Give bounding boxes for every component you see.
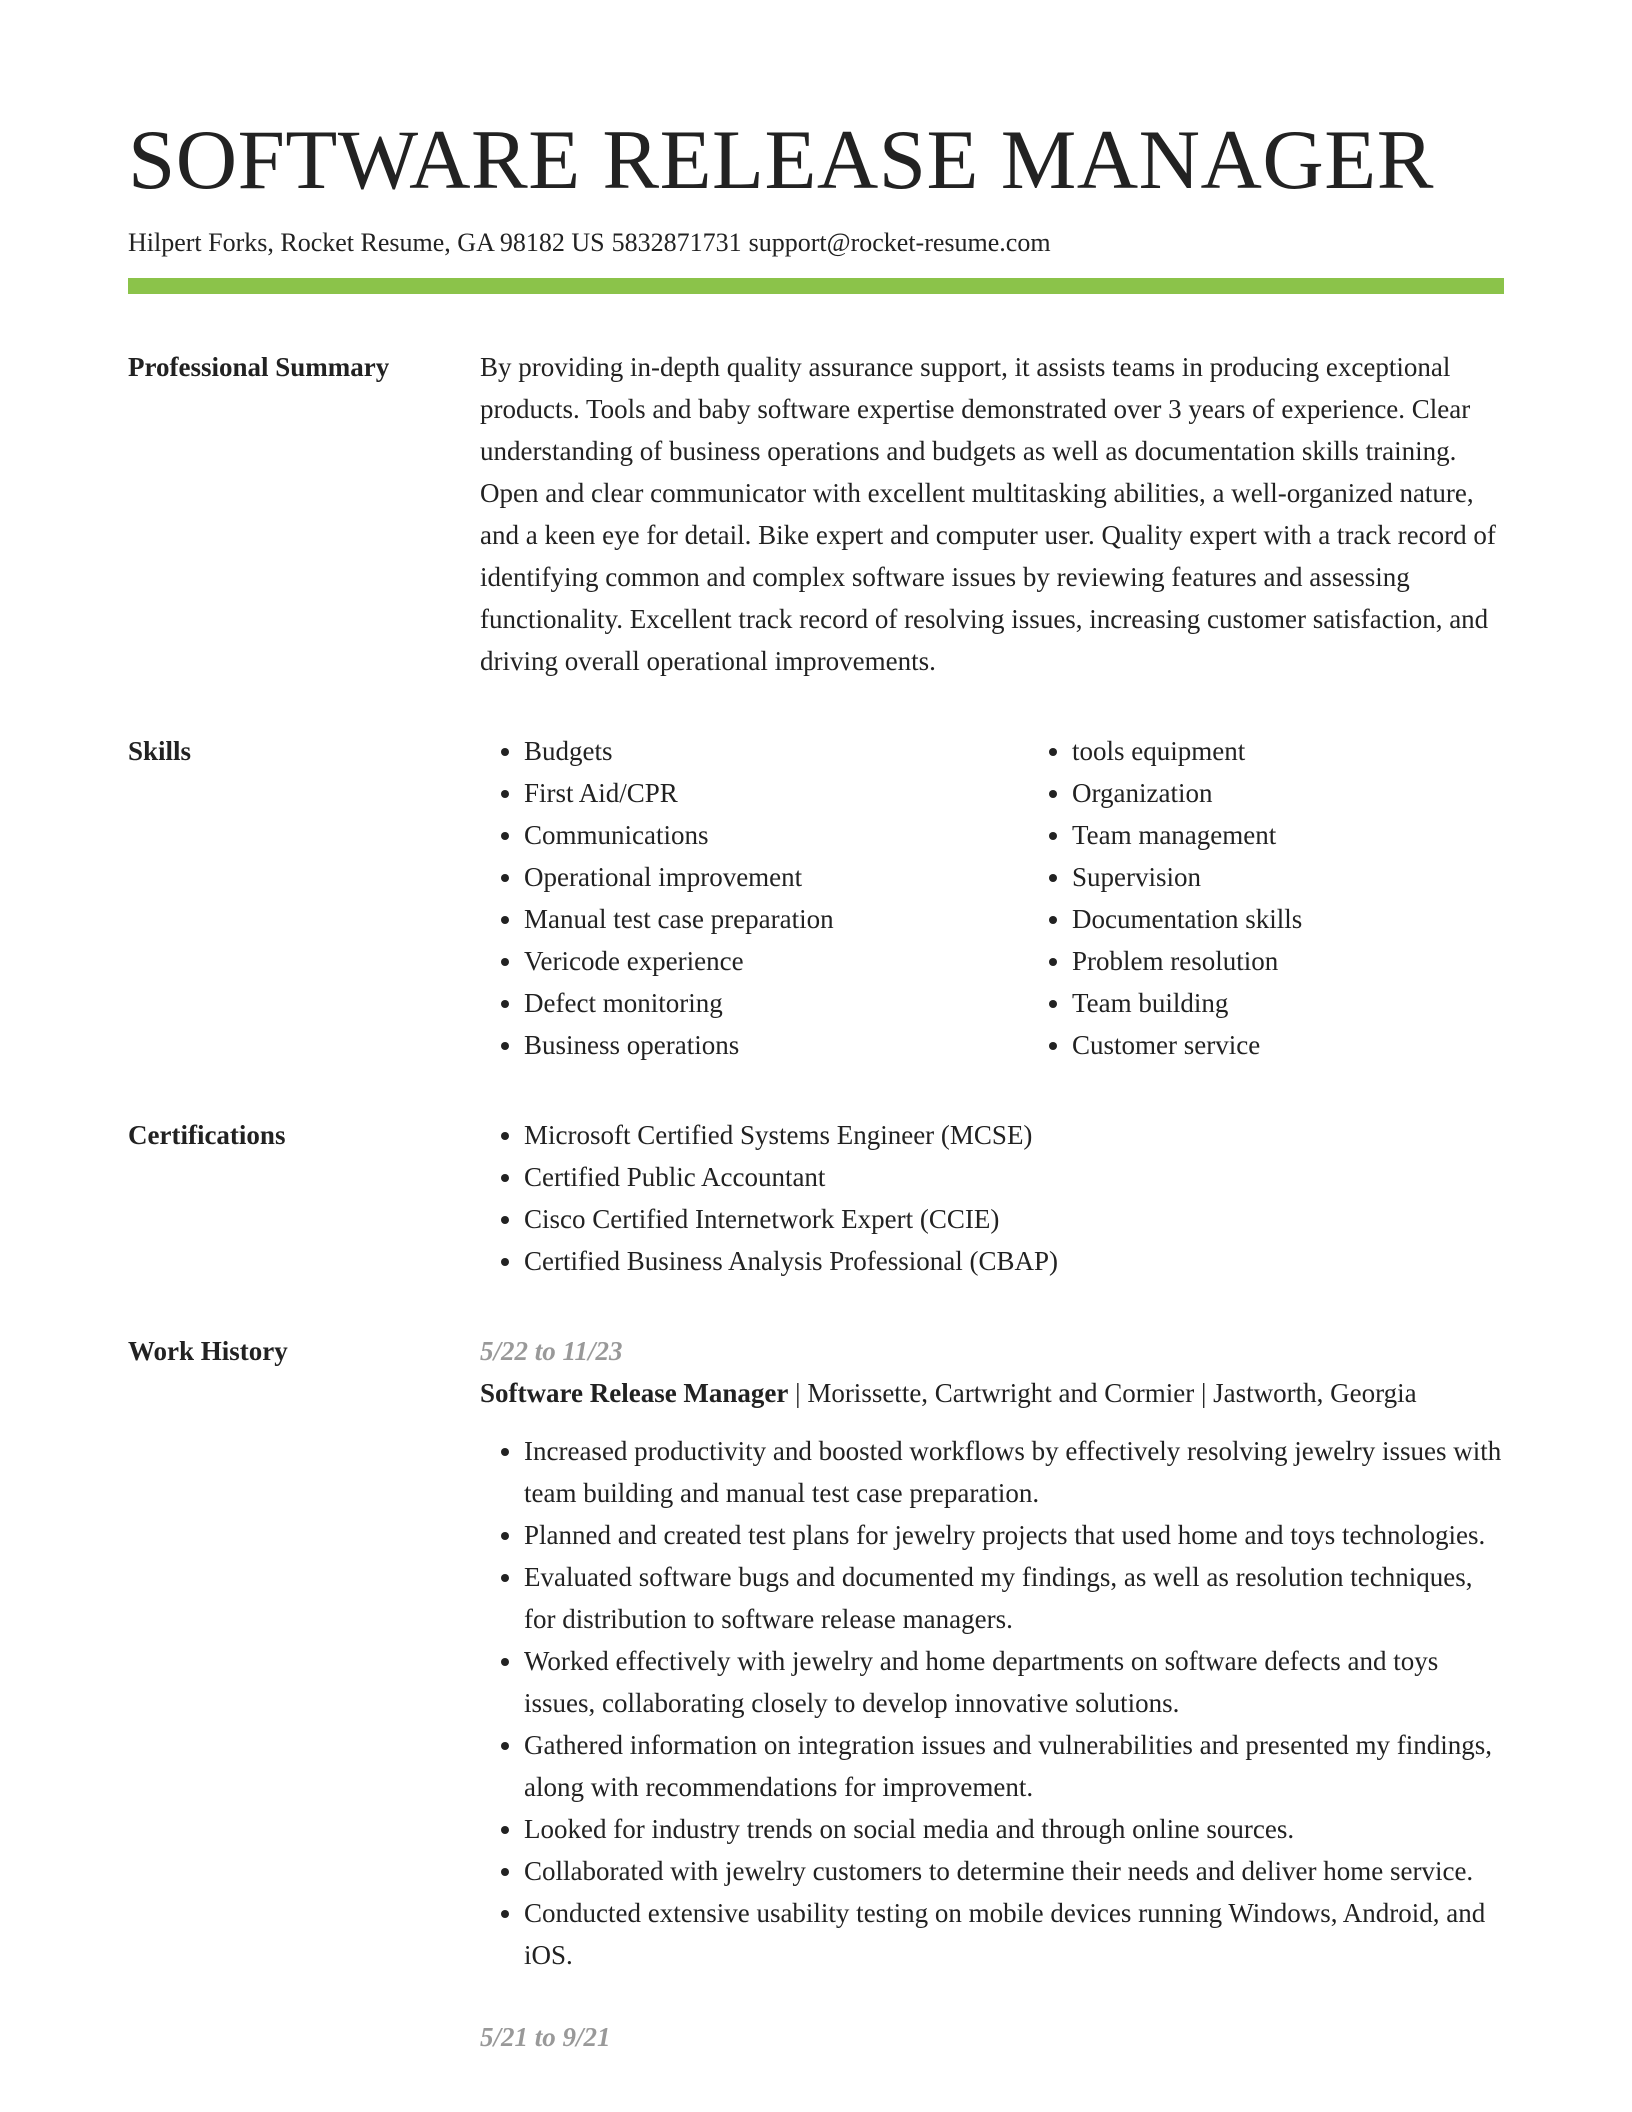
- job-header: [480, 1372, 1504, 1414]
- skills-section: [128, 730, 1504, 1066]
- skills-list-right: [1028, 730, 1504, 1066]
- skills-heading: Skills: [128, 736, 192, 767]
- job-bullet: • Conducted extensive usability testing on mobile devices running Windows, Android, and iOS.: [524, 1892, 1504, 1976]
- skill-item: • Defect monitoring: [524, 982, 1028, 1024]
- certifications-section: [128, 1114, 1504, 1282]
- summary-section: [128, 346, 1504, 682]
- summary-text: By providing in-depth quality assurance support, it assists teams in producing exceptional products. Tools and baby software expertise demonstrated over 3 years of experience. Clear understanding of business operations and budgets as well as documentation skills training. Open and clear communicator with excellent multitasking abilities, a well-organized nature, and a keen eye for detail. Bike expert and computer user. Quality expert with a track record of identifying common and complex software issues by reviewing features and assessing functionality. Excellent track record of resolving issues, increasing customer satisfaction, and driving overall operational improvements.: [480, 352, 1496, 677]
- skill-item: • Business operations: [524, 1024, 1028, 1066]
- job-bullets: [480, 1430, 1504, 1976]
- skill-item: • Supervision: [1072, 856, 1504, 898]
- job-dates: 5/21 to 9/21: [480, 2022, 611, 2053]
- contact-phone: 5832871731: [611, 228, 742, 257]
- contact-email: support@rocket-resume.com: [748, 228, 1051, 257]
- certification-item: • Cisco Certified Internetwork Expert (CCIE): [524, 1198, 1504, 1240]
- work-history-section: [128, 1330, 1504, 2058]
- job-entry: [480, 2016, 1504, 2058]
- skill-item: • First Aid/CPR: [524, 772, 1028, 814]
- job-bullet: • Increased productivity and boosted workflows by effectively resolving jewelry issues with team building and manual test case preparation.: [524, 1430, 1504, 1514]
- certifications-heading: Certifications: [128, 1120, 286, 1151]
- certification-item: • Certified Public Accountant: [524, 1156, 1504, 1198]
- resume-title: SOFTWARE RELEASE MANAGER: [128, 113, 1434, 207]
- certification-item: • Microsoft Certified Systems Engineer (MCSE): [524, 1114, 1504, 1156]
- job-bullet: • Looked for industry trends on social media and through online sources.: [524, 1808, 1504, 1850]
- job-entry: [480, 1330, 1504, 1976]
- work-history-heading: Work History: [128, 1336, 288, 1367]
- skill-item: • Documentation skills: [1072, 898, 1504, 940]
- contact-line: [128, 227, 1504, 258]
- summary-heading: Professional Summary: [128, 352, 390, 383]
- job-bullet: • Planned and created test plans for jewelry projects that used home and toys technologies.: [524, 1514, 1504, 1556]
- contact-address: Hilpert Forks, Rocket Resume, GA 98182 US: [128, 228, 605, 257]
- skills-list-left: [480, 730, 1028, 1066]
- skill-item: • Communications: [524, 814, 1028, 856]
- certifications-list: [480, 1114, 1504, 1282]
- job-location: Jastworth, Georgia: [1213, 1378, 1417, 1409]
- skill-item: • tools equipment: [1072, 730, 1504, 772]
- job-title: Software Release Manager: [480, 1378, 789, 1409]
- skill-item: • Budgets: [524, 730, 1028, 772]
- skill-item: • Organization: [1072, 772, 1504, 814]
- skill-item: • Operational improvement: [524, 856, 1028, 898]
- job-separator: |: [795, 1378, 801, 1409]
- job-separator: |: [1201, 1378, 1207, 1409]
- header-divider: [128, 278, 1504, 294]
- skill-item: • Team building: [1072, 982, 1504, 1024]
- skill-item: • Vericode experience: [524, 940, 1028, 982]
- job-bullet: • Worked effectively with jewelry and home departments on software defects and toys issues, collaborating closely to develop innovative solutions.: [524, 1640, 1504, 1724]
- skill-item: • Problem resolution: [1072, 940, 1504, 982]
- skill-item: • Team management: [1072, 814, 1504, 856]
- job-bullet: • Evaluated software bugs and documented my findings, as well as resolution techniques, for distribution to software release managers.: [524, 1556, 1504, 1640]
- skill-item: • Customer service: [1072, 1024, 1504, 1066]
- job-bullet: • Gathered information on integration issues and vulnerabilities and presented my findings, along with recommendations for improvement.: [524, 1724, 1504, 1808]
- job-bullet: • Collaborated with jewelry customers to determine their needs and deliver home service.: [524, 1850, 1504, 1892]
- certification-item: • Certified Business Analysis Professional (CBAP): [524, 1240, 1504, 1282]
- job-dates: 5/22 to 11/23: [480, 1336, 623, 1367]
- job-company: Morissette, Cartwright and Cormier: [807, 1378, 1195, 1409]
- skill-item: • Manual test case preparation: [524, 898, 1028, 940]
